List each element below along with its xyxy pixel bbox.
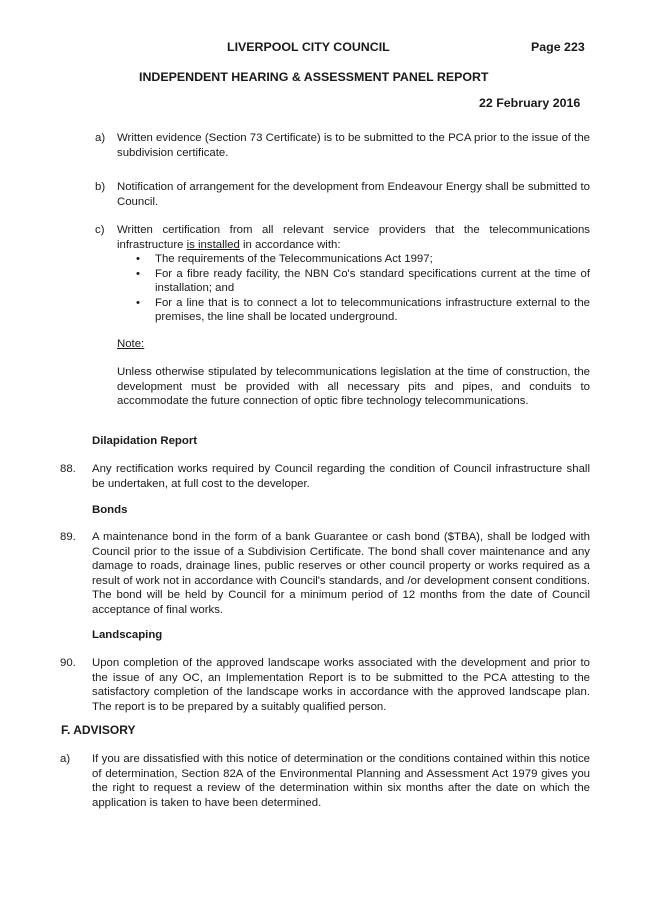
advisory-a-label: a) bbox=[60, 753, 71, 765]
note-label-text: Note: bbox=[117, 338, 145, 350]
condition-88-text: Any rectification works required by Council regarding the condition of Council infrastructure shall be undertaken, at full cost to the developer. bbox=[92, 463, 590, 490]
bullet-icon: • bbox=[136, 267, 140, 280]
condition-90-number: 90. bbox=[60, 657, 76, 669]
advisory-heading: F. ADVISORY bbox=[61, 723, 136, 737]
bullet-text: For a fibre ready facility, the NBN Co's standard specifications current at the time of installation; and bbox=[155, 267, 590, 294]
note-label bbox=[117, 337, 590, 352]
item-c-label: c) bbox=[95, 224, 105, 236]
item-a-label: a) bbox=[95, 132, 106, 144]
note-text: Unless otherwise stipulated by telecommunications legislation at the time of construction, the development must be provided with all necessary pits and pipes, and conduits to accommodate the future connection of optic fibre technology telecommunications. bbox=[117, 366, 590, 407]
item-b-text: Notification of arrangement for the development from Endeavour Energy shall be submitted to Council. bbox=[117, 181, 590, 208]
item-b-label: b) bbox=[95, 181, 106, 193]
advisory-a-text: If you are dissatisfied with this notice of determination or the conditions contained within this notice of determination, Section 82A of the Environmental Planning and Assessment Act 1979 gives you the right to request a review of the determination within six months after the date on which the application is taken to have been determined. bbox=[92, 753, 590, 809]
page-number: Page 223 bbox=[531, 40, 585, 54]
report-date: 22 February 2016 bbox=[479, 96, 581, 110]
landscaping-heading: Landscaping bbox=[92, 629, 163, 641]
bullet-icon: • bbox=[136, 253, 140, 265]
bullet-text: For a line that is to connect a lot to telecommunications infrastructure external to the premises, the line shall be located underground. bbox=[155, 296, 590, 323]
bullet-item bbox=[117, 267, 590, 296]
condition-88-number: 88. bbox=[60, 463, 76, 475]
bullet-item bbox=[117, 252, 590, 267]
condition-89-number: 89. bbox=[60, 531, 76, 543]
item-a-text: Written evidence (Section 73 Certificate) is to be submitted to the PCA prior to the issue of the subdivision certificate. bbox=[117, 132, 590, 159]
item-c-text bbox=[117, 223, 590, 252]
item-c-text-pre: Written certification from all relevant service providers that the telecommunications infrastructure bbox=[117, 224, 590, 251]
bullet-text: The requirements of the Telecommunications Act 1997; bbox=[155, 253, 433, 265]
item-c-underlined: is installed bbox=[186, 238, 240, 251]
item-c-body bbox=[117, 223, 590, 325]
report-title: INDEPENDENT HEARING & ASSESSMENT PANEL REPORT bbox=[139, 70, 489, 84]
bonds-heading: Bonds bbox=[92, 504, 128, 516]
item-c-text-post: in accordance with: bbox=[239, 238, 341, 251]
dilapidation-heading: Dilapidation Report bbox=[92, 435, 198, 447]
bullet-item bbox=[117, 296, 590, 325]
condition-89-text: A maintenance bond in the form of a bank Guarantee or cash bond ($TBA), shall be lodged with Council prior to the issue of a Subdivision Certificate. The bond shall cover maintenance and any damage to roads, drainage lines, public reserves or other council property or works required as a result of work not in accordance with Council's standards, and /or development consent conditions. The bond will be held by Council for a minimum period of 12 months from the date of Council acceptance of final works. bbox=[92, 531, 590, 616]
condition-90-text: Upon completion of the approved landscape works associated with the development and prior to the issue of any OC, an Implementation Report is to be submitted to the PCA attesting to the satisfactory completion of the landscape works in accordance with the approved landscape plan. The report is to be prepared by a suitably qualified person. bbox=[92, 657, 590, 713]
item-c-bullet-list bbox=[117, 252, 590, 325]
bullet-icon: • bbox=[136, 296, 140, 309]
council-name: LIVERPOOL CITY COUNCIL bbox=[227, 40, 390, 54]
